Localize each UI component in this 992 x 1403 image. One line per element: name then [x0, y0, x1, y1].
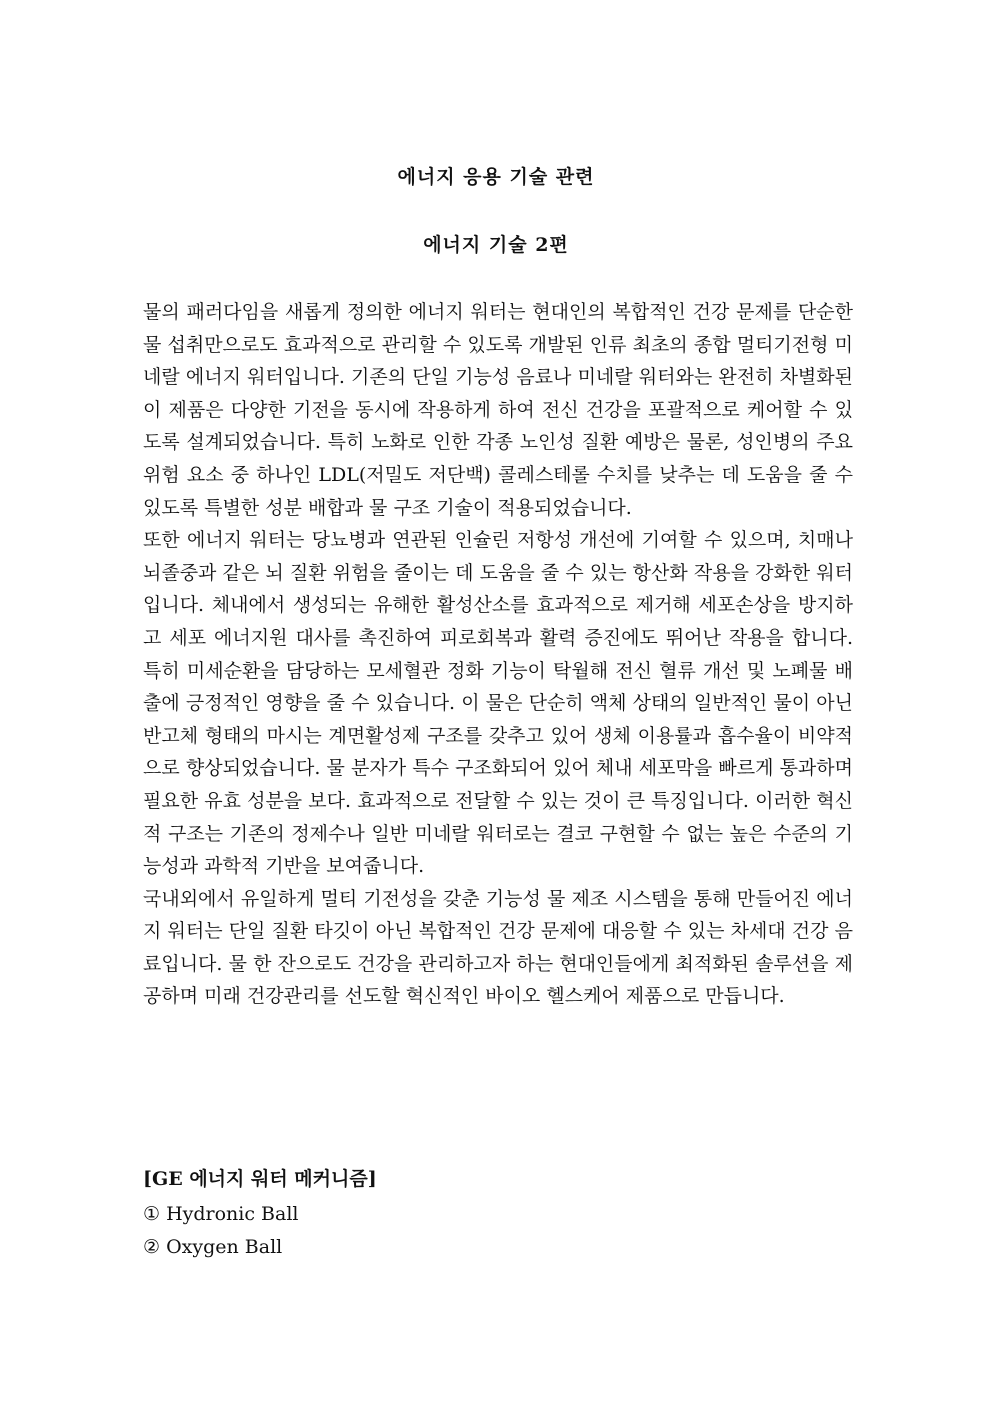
- mechanism-section: [143, 1163, 853, 1264]
- paragraph-2: 또한 에너지 워터는 당뇨병과 연관된 인슐린 저항성 개선에 기여할 수 있으며, 치매나 뇌졸중과 같은 뇌 질환 위험을 줄이는 데 도움을 줄 수 있는 항산화 작용을 강화한 워터입니다. 체내에서 생성되는 유해한 활성산소를 효과적으로 제거해 세포손상을 방지하고 세포 에너지원 대사를 촉진하여 피로회복과 활력 증진에도 뛰어난 작용을 합니다. 특히 미세순환을 담당하는 모세혈관 정화 기능이 탁월해 전신 혈류 개선 및 노폐물 배출에 긍정적인 영향을 줄 수 있습니다. 이 물은 단순히 액체 상태의 일반적인 물이 아닌 반고체 형태의 마시는 계면활성제 구조를 갖추고 있어 생체 이용률과 흡수율이 비약적으로 향상되었습니다. 물 분자가 특수 구조화되어 있어 체내 세포막을 빠르게 통과하며 필요한 유효 성분을 보다. 효과적으로 전달할 수 있는 것이 큰 특징입니다. 이러한 혁신적 구조는 기존의 정제수나 일반 미네랄 워터로는 결코 구현할 수 없는 높은 수준의 기능성과 과학적 기반을 보여줍니다.: [143, 529, 853, 878]
- paragraph-1: 물의 패러다임을 새롭게 정의한 에너지 워터는 현대인의 복합적인 건강 문제를 단순한 물 섭취만으로도 효과적으로 관리할 수 있도록 개발된 인류 최초의 종합 멀티기전형 미네랄 에너지 워터입니다. 기존의 단일 기능성 음료나 미네랄 워터와는 완전히 차별화된 이 제품은 다양한 기전을 동시에 작용하게 하여 전신 건강을 포괄적으로 케어할 수 있도록 설계되었습니다. 특히 노화로 인한 각종 노인성 질환 예방은 물론, 성인병의 주요 위험 요소 중 하나인 LDL(저밀도 저단백) 콜레스테롤 수치를 낮추는 데 도움을 줄 수 있도록 특별한 성분 배합과 물 구조 기술이 적용되었습니다.: [143, 301, 853, 519]
- document-title: 에너지 응용 기술 관련: [397, 166, 595, 188]
- mechanism-item-hydronic-ball: ① Hydronic Ball: [143, 1203, 299, 1225]
- mechanism-heading: [GE 에너지 워터 메커니즘]: [143, 1168, 377, 1190]
- document-subtitle: 에너지 기술 2편: [423, 234, 569, 256]
- paragraph-3: 국내외에서 유일하게 멀티 기전성을 갖춘 기능성 물 제조 시스템을 통해 만들어진 에너지 워터는 단일 질환 타깃이 아닌 복합적인 건강 문제에 대응할 수 있는 차세대 건강 음료입니다. 물 한 잔으로도 건강을 관리하고자 하는 현대인들에게 최적화된 솔루션을 제공하며 미래 건강관리를 선도할 혁신적인 바이오 헬스케어 제품으로 만듭니다.: [143, 887, 853, 1008]
- body-text: [143, 296, 853, 1013]
- mechanism-item-oxygen-ball: ② Oxygen Ball: [143, 1236, 283, 1258]
